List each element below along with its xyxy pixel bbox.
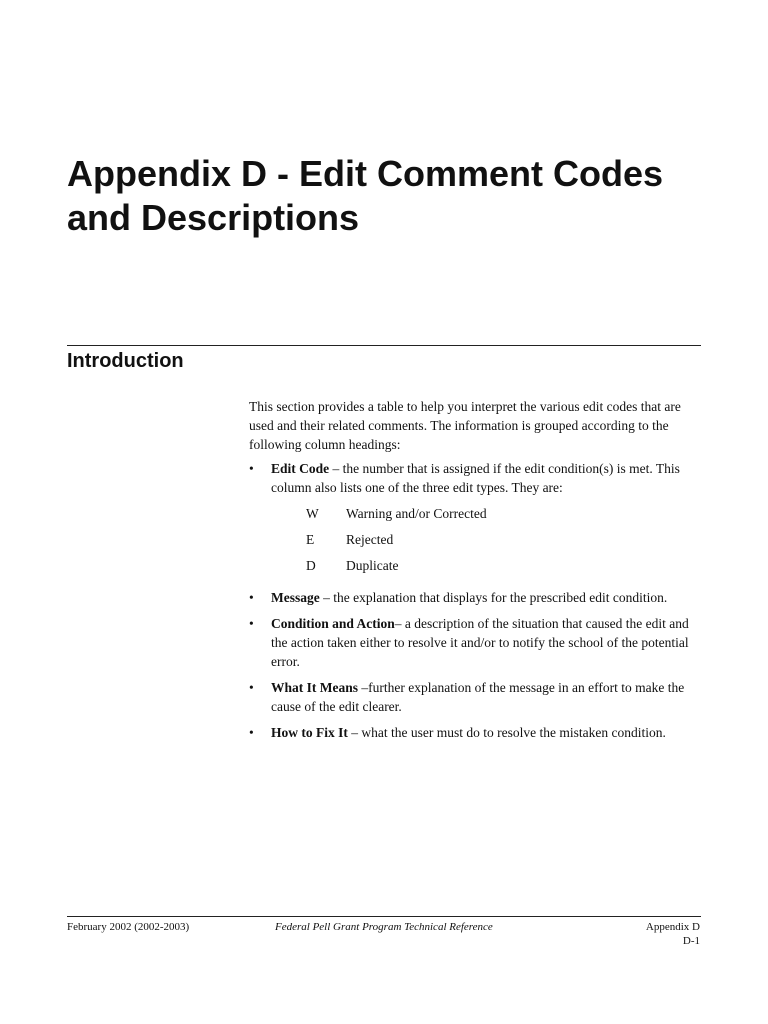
- section-divider: [67, 345, 701, 346]
- bullet-text: – a description of the situation that caused the edit and the action taken either to resolve it and/or to notify the school of the potential error.: [271, 616, 689, 669]
- intro-body: [249, 397, 704, 749]
- bullet-text: –further explanation of the message in an effort to make the cause of the edit clearer.: [271, 680, 685, 714]
- bullet-text: – the number that is assigned if the edit condition(s) is met. This column also lists one of the three edit types. They are:: [271, 461, 680, 495]
- bullet-dot: •: [249, 680, 254, 695]
- edit-type-label: Duplicate: [346, 558, 399, 573]
- edit-type-label: Rejected: [346, 532, 394, 547]
- footer-appendix-label: Appendix D: [645, 921, 700, 933]
- bullet-message: [249, 588, 704, 607]
- page-title: Appendix D - Edit Comment Codes and Descriptions: [67, 153, 664, 238]
- footer-page-reference: [646, 920, 700, 948]
- section-heading: Introduction: [67, 350, 184, 372]
- bullet-dot: •: [249, 590, 254, 605]
- bullet-term: Condition and Action: [271, 616, 395, 631]
- intro-paragraph: This section provides a table to help you interpret the various edit codes that are used and their related comments. The information is grouped according to the following column headings:: [249, 399, 681, 452]
- bullet-term: What It Means: [271, 680, 358, 695]
- bullet-term: Message: [271, 590, 320, 605]
- footer-date: February 2002 (2002-2003): [67, 921, 190, 933]
- edit-type-code: D: [306, 558, 316, 573]
- bullet-edit-code: [249, 459, 704, 497]
- edit-type-code: W: [306, 506, 319, 521]
- footer-divider: [67, 916, 701, 917]
- bullet-text: – the explanation that displays for the prescribed edit condition.: [319, 590, 668, 605]
- edit-type-code: E: [306, 532, 315, 547]
- footer-publication-title: Federal Pell Grant Program Technical Reference: [275, 921, 493, 933]
- bullet-term: Edit Code: [271, 461, 330, 476]
- bullet-dot: •: [249, 725, 254, 740]
- footer-page-number: D-1: [682, 935, 700, 947]
- edit-type-row: [306, 556, 704, 582]
- bullet-how-to-fix-it: [249, 723, 704, 742]
- bullet-condition-and-action: [249, 614, 704, 671]
- bullet-dot: •: [249, 461, 254, 476]
- bullet-dot: •: [249, 616, 254, 631]
- edit-type-label: Warning and/or Corrected: [346, 506, 487, 521]
- bullet-text: – what the user must do to resolve the mistaken condition.: [347, 725, 666, 740]
- edit-type-row: [306, 530, 704, 556]
- bullet-what-it-means: [249, 678, 704, 716]
- edit-type-row: [306, 504, 704, 530]
- bullet-term: How to Fix It: [271, 725, 348, 740]
- edit-types-list: [306, 504, 704, 582]
